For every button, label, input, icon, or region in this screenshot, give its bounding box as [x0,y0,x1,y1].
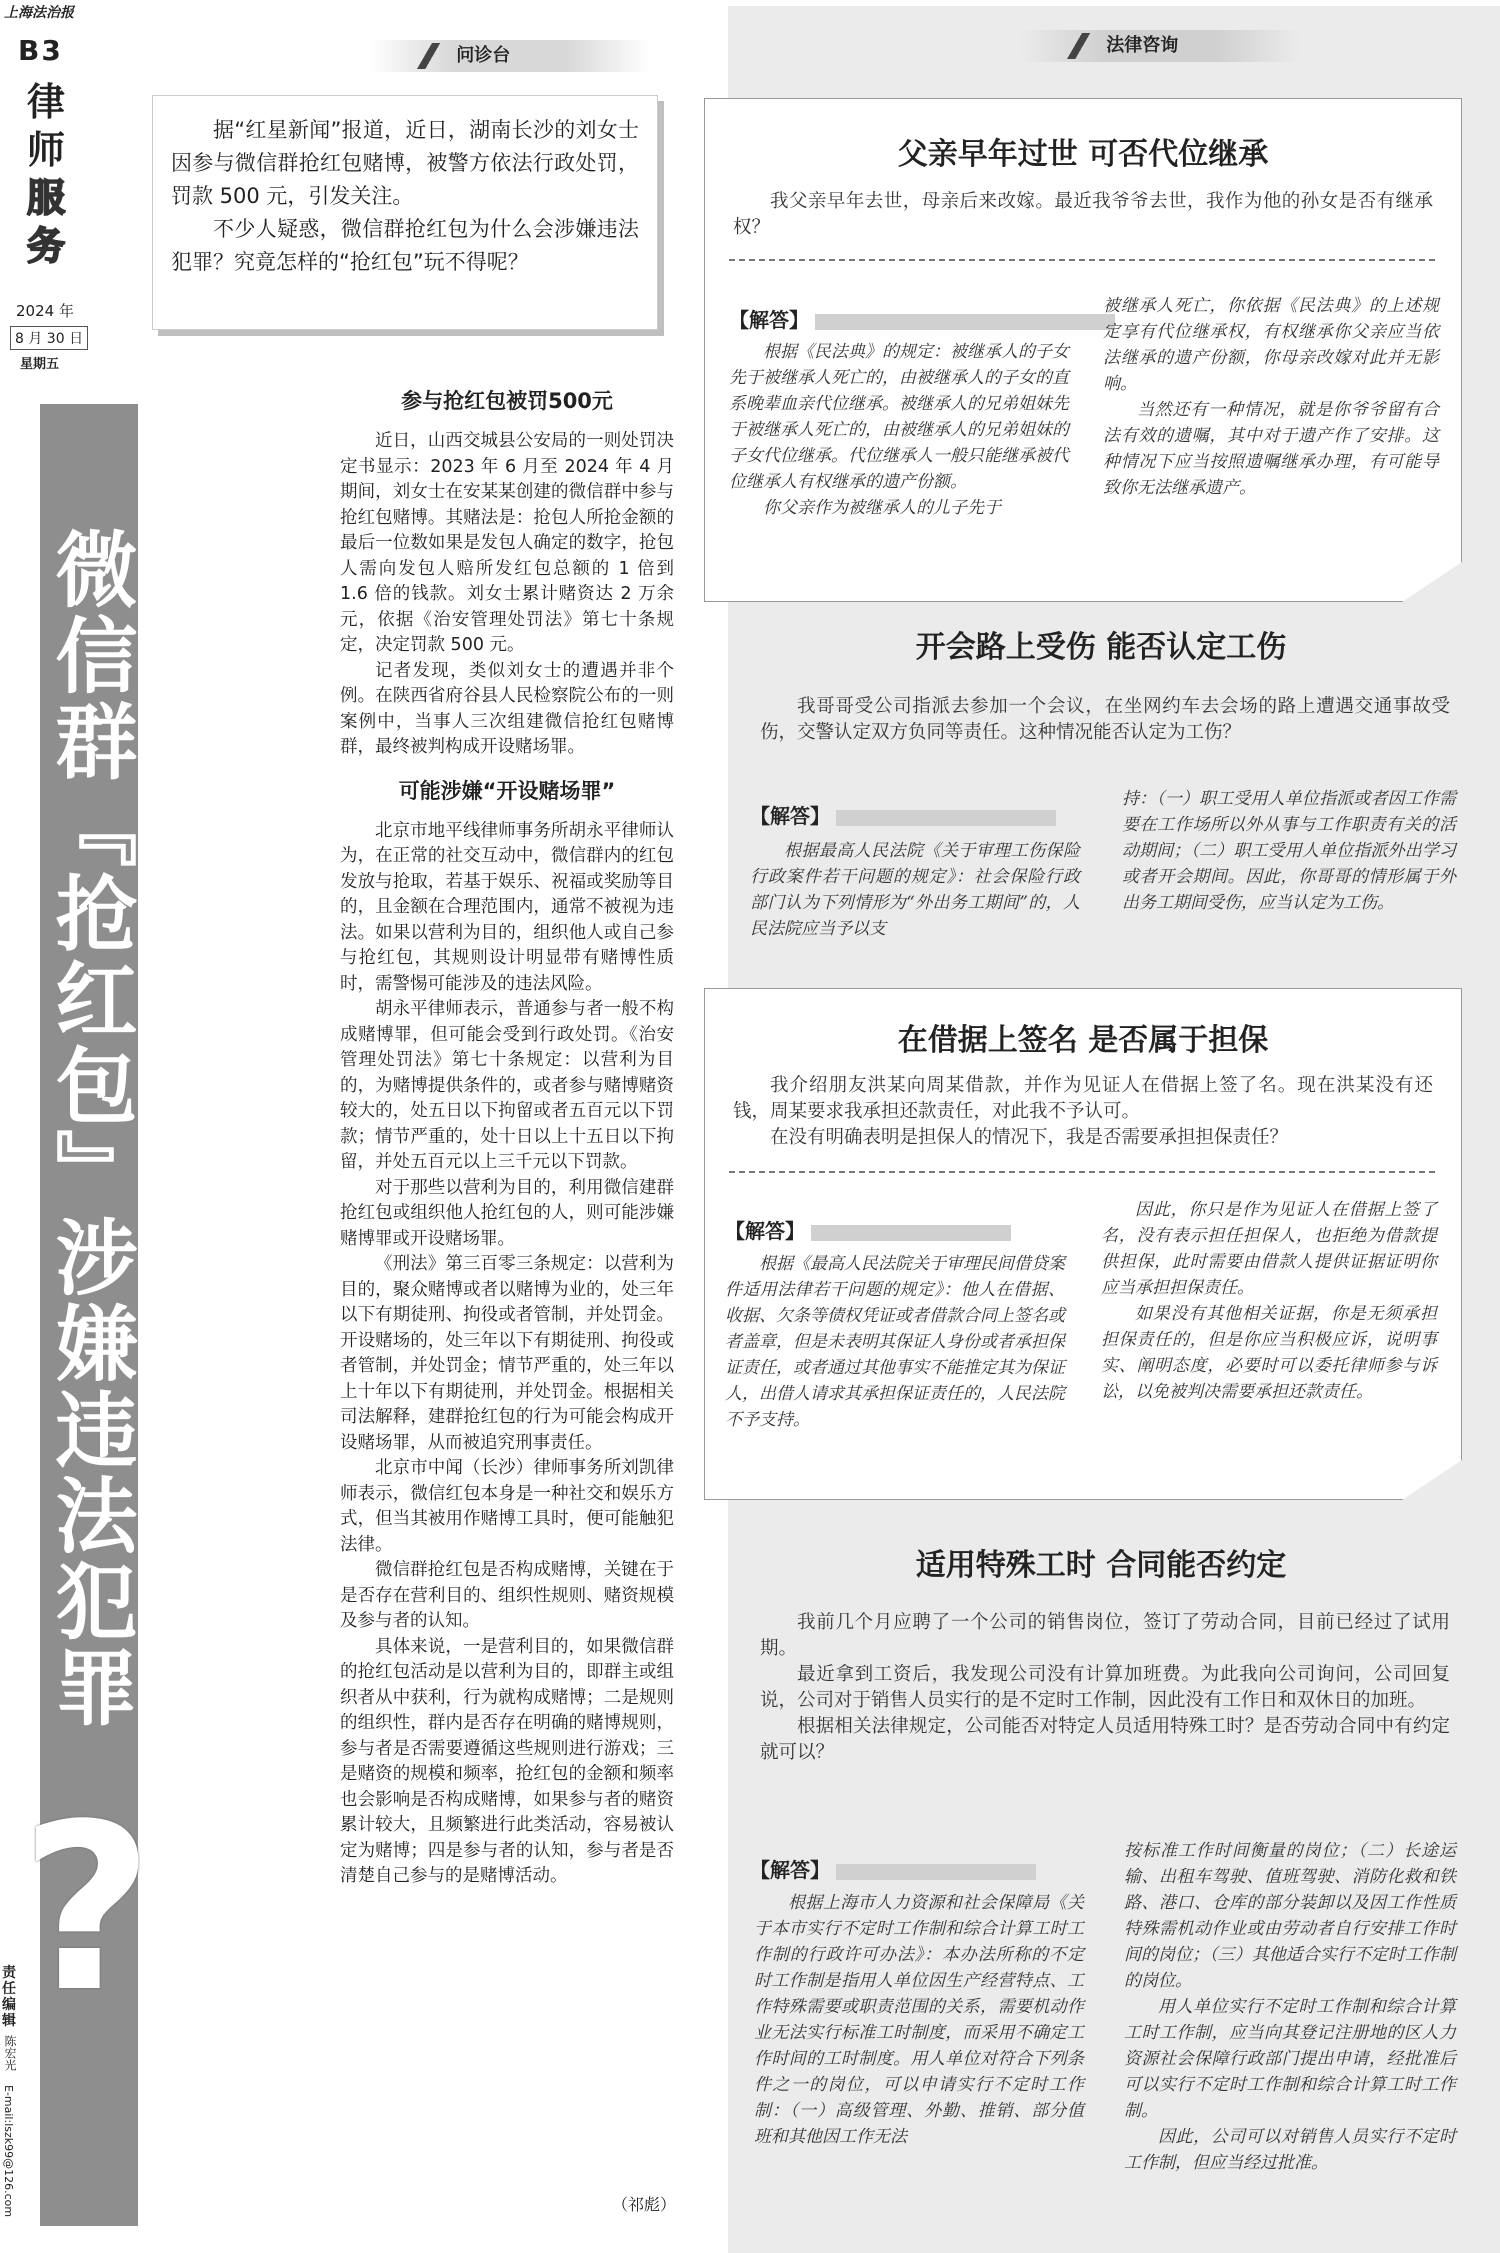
qa-question-paragraph: 根据相关法律规定，公司能否对特定人员适用特殊工时？是否劳动合同中有约定就可以？ [760,1716,1450,1763]
qa-question-paragraph: 我介绍朋友洪某向周某借款，并作为见证人在借据上签了名。现在洪某没有还钱，周某要求我承担还款责任，对此我不予认可。 [733,1075,1433,1122]
answer-left-column [729,339,1069,521]
page-fold-corner [1402,562,1462,602]
intro-box [152,95,658,330]
answer-right-column [1101,1197,1437,1405]
article-paragraph: 记者发现，类似刘女士的遭遇并非个例。在陕西省府谷县人民检察院公布的一则案例中，当事人三次组建微信抢红包赌博群，最终被判构成开设赌场罪。 [340,660,674,757]
answer-paragraph: 按标准工作时间衡量的岗位；（二）长途运输、出租车驾驶、值班驾驶、消防化救和铁路、港口、仓库的部分装卸以及因工作性质特殊需机动作业或由劳动者自行安排工作时间的岗位；（三）其他适合实行不定时工作制的岗位。 [1124,1841,1456,1991]
qa-work-injury [740,610,1462,970]
article-byline: （祁彪） [612,2195,677,2214]
article-paragraph: 微信群抢红包是否构成赌博，关键在于是否存在营利目的、组织性规则、赌资规模及参与者的认知。 [340,1560,674,1631]
answer-paragraph: 被继承人死亡，你依据《民法典》的上述规定享有代位继承权，有权继承你父亲应当依法继承的遗产份额，你母亲改嫁对此并无影响。 [1103,296,1439,394]
qa-question-paragraph: 我哥哥受公司指派去参加一个会议，在坐网约车去会场的路上遭遇交通事故受伤，交警认定双方负同等责任。这种情况能否认定为工伤？ [760,696,1450,743]
qa-title: 开会路上受伤 能否认定工伤 [915,630,1287,665]
answer-left-column [754,1890,1084,2150]
answer-paragraph: 当然还有一种情况，就是你爷爷留有合法有效的遗嘱，其中对于遗产作了安排。这种情况下应当按照遗嘱继承办理，有可能导致你无法继承遗产。 [1103,400,1439,498]
article-paragraph: 对于那些以营利为目的，利用微信建群抢红包或组织他人抢红包的人，则可能涉嫌赌博罪或开设赌场罪。 [340,1177,674,1249]
question-mark-graphic: ? [20,1776,154,2043]
label-bar [811,1225,1011,1241]
answer-paragraph: 用人单位实行不定时工作制和综合计算工时工作制，应当向其登记注册地的区人力资源社会保障行政部门提出申请，经批准后可以实行不定时工作制和综合计算工时工作制。 [1124,1997,1456,2121]
article-paragraph: 近日，山西交城县公安局的一则处罚决定书显示：2023 年 6 月至 2024 年 4 月期间，刘女士在安某某创建的微信群中参与抢红包赌博。其赌法是：抢包人所抢金额的最后一位数如果是发包人确定的数字，抢包人需向发包人赔所发红包总额的 1 倍到 1.6 倍的钱款。刘女士累计赌资达 2 万余元，依据《治安管理处罚法》第七十条规定，决定罚款 500 元。 [340,431,674,655]
qa-card-guarantee [704,988,1462,1500]
page-fold-corner [1402,1460,1462,1500]
editor-name: 陈宏光 [3,2035,17,2071]
article-paragraph: 《刑法》第三百零三条规定：以营利为目的，聚众赌博或者以赌博为业的，处三年以下有期徒刑、拘役或者管制，并处罚金。开设赌场的，处三年以下有期徒刑、拘役或者管制，并处罚金；情节严重的，处三年以上十年以下有期徒刑，并处罚金。根据相关司法解释，建群抢红包的行为可能会构成开设赌场罪，从而被追究刑事责任。 [340,1254,674,1453]
article-paragraph: 北京市中闻（长沙）律师事务所刘凯律师表示，微信红包本身是一种社交和娱乐方式，但当其被用作赌博工具时，便可能触犯法律。 [340,1458,674,1555]
qa-question [733,189,1433,241]
answer-right-column [1124,1838,1456,2176]
answer-label-text: 【解答】 [750,1858,830,1882]
answer-paragraph: 根据最高人民法院《关于审理工伤保险行政案件若干问题的规定》：社会保险行政部门认为下列情形为“外出务工期间”的，人民法院应当予以支 [750,841,1080,939]
section-tag-label: 法律咨询 [1106,35,1179,56]
intro-paragraph: 据“红星新闻”报道，近日，湖南长沙的刘女士因参与微信群抢红包赌博，被警方依法行政处罚，罚款 500 元，引发关注。 [171,118,639,208]
headline: 微信群『抢红包』涉嫌违法犯罪 [42,527,137,1731]
answer-left-column [750,838,1080,942]
section-name [24,78,68,270]
newspaper-logo: 上海法治报 [4,5,74,21]
qa-question-paragraph: 在没有明确表明是担保人的情况下，我是否需要承担担保责任？ [770,1127,1289,1148]
answer-paragraph: 根据《民法典》的规定：被继承人的子女先于被继承人死亡的，由被继承人的子女的直系晚辈血亲代位继承。被继承人的兄弟姐妹先于被继承人死亡的，由被继承人的兄弟姐妹的子女代位继承。代位继承人一般只能继承被代位继承人有权继承的遗产份额。 [729,342,1069,492]
qa-title: 父亲早年过世 可否代位继承 [897,137,1269,172]
qa-question-paragraph: 最近拿到工资后，我发现公司没有计算加班费。为此我向公司询问，公司回复说，公司对于销售人员实行的是不定时工作制，因此没有工作日和双休日的加班。 [760,1664,1450,1711]
qa-question [733,1073,1433,1151]
answer-label [729,304,1115,333]
qa-special-hours [740,1520,1462,2220]
section-tag-wenzhen [370,40,650,72]
qa-question [760,694,1450,746]
answer-label [750,1854,1036,1883]
answer-label [725,1215,1011,1244]
section-tag-label: 问诊台 [456,45,511,66]
slash-icon [1060,33,1100,59]
page-number: B3 [18,34,63,67]
slash-icon [410,43,450,69]
intro-paragraph: 不少人疑惑，微信群抢红包为什么会涉嫌违法犯罪？究竟怎样的“抢红包”玩不得呢？ [171,217,639,274]
answer-paragraph: 持：（一）职工受用人单位指派或者因工作需要在工作场所以外从事与工作职责有关的活动期间；（二）职工受用人单位指派外出学习或者开会期间。因此，你哥哥的情形属于外出务工期间受伤，应当认定为工伤。 [1122,789,1456,913]
article-subhead: 可能涉嫌“开设赌场罪” [398,778,616,803]
answer-paragraph: 因此，公司可以对销售人员实行不定时工作制，但应当经过批准。 [1124,2127,1456,2173]
issue-weekday: 星期五 [20,357,60,372]
divider [729,1171,1435,1173]
answer-paragraph: 根据上海市人力资源和社会保障局《关于本市实行不定时工作制和综合计算工时工作制的行政许可办法》：本办法所称的不定时工作制是指用人单位因生产经营特点、工作特殊需要或职责范围的关系，需要机动作业无法实行标准工时制度，而采用不确定工作时间的工时制度。用人单位对符合下列条件之一的岗位，可以申请实行不定时工作制：（一）高级管理、外勤、推销、部分值班和其他因工作无法 [754,1893,1084,2147]
issue-date: 8 月 30 日 [10,326,88,350]
answer-label [750,800,1056,829]
answer-label-text: 【解答】 [725,1219,805,1243]
answer-paragraph: 如果没有其他相关证据，你是无须承担担保责任的，但是你应当积极应诉，说明事实、阐明态度，必要时可以委托律师参与诉讼，以免被判决需要承担还款责任。 [1101,1304,1437,1402]
answer-right-column [1122,786,1456,916]
article-subhead: 参与抢红包被罚500元 [401,389,613,413]
section-char: 服 [26,175,65,220]
label-bar [836,810,1056,826]
section-char: 师 [26,127,65,172]
answer-right-column [1103,293,1439,501]
qa-question [760,1610,1450,1766]
answer-label-text: 【解答】 [729,308,809,332]
main-article [340,385,674,1890]
answer-paragraph: 你父亲作为被继承人的儿子先于 [763,498,1001,518]
editor-label: 责任编辑 [2,1965,16,2029]
section-char: 务 [26,223,65,268]
qa-question-paragraph: 我父亲早年去世，母亲后来改嫁。最近我爷爷去世，我作为他的孙女是否有继承权？ [733,191,1433,238]
answer-paragraph: 根据《最高人民法院关于审理民间借贷案件适用法律若干问题的规定》：他人在借据、收据、欠条等债权凭证或者借款合同上签名或者盖章，但是未表明其保证人身份或者承担保证责任，或者通过其他事实不能推定其为保证人，出借人请求其承担保证责任的，人民法院不予支持。 [725,1254,1065,1430]
answer-paragraph: 因此，你只是作为见证人在借据上签了名，没有表示担任担保人，也拒绝为借款提供担保，此时需要由借款人提供证据证明你应当承担担保责任。 [1101,1200,1437,1298]
editor-email: E-mail:lszk99@126.com [2,2085,15,2218]
section-tag-legal [1020,30,1300,62]
divider [729,259,1435,261]
article-paragraph: 胡永平律师表示，普通参与者一般不构成赌博罪，但可能会受到行政处罚。《治安管理处罚法》第七十条规定：以营利为目的，为赌博提供条件的，或者参与赌博赌资较大的，处五日以下拘留或者五百元以下罚款；情节严重的，处十日以上十五日以下拘留，并处五百元以上三千元以下罚款。 [340,999,674,1172]
label-bar [815,314,1115,330]
article-paragraph: 北京市地平线律师事务所胡永平律师认为，在正常的社交互动中，微信群内的红包发放与抢取，若基于娱乐、祝福或奖励等目的，且金额在合理范围内，通常不被视为违法。如果以营利为目的，组织他人或自己参与抢红包，其规则设计明显带有赌博性质时，需警惕可能涉及的违法风险。 [340,820,674,994]
article-paragraph: 具体来说，一是营利目的，如果微信群的抢红包活动是以营利为目的，即群主或组织者从中获利，行为就构成赌博；二是规则的组织性，群内是否存在明确的赌博规则，参与者是否需要遵循这些规则进行游戏；三是赌资的规模和频率，抢红包的金额和频率也会影响是否构成赌博，如果参与者的赌资累计较大，且频繁进行此类活动，容易被认定为赌博；四是参与者的认知，参与者是否清楚自己参与的是赌博活动。 [340,1636,674,1886]
section-char: 律 [26,79,65,124]
answer-left-column [725,1251,1065,1433]
qa-title: 适用特殊工时 合同能否约定 [915,1548,1287,1583]
qa-question-paragraph: 我前几个月应聘了一个公司的销售岗位，签订了劳动合同，目前已经过了试用期。 [760,1612,1450,1659]
answer-label-text: 【解答】 [750,804,830,828]
qa-card-inheritance [704,98,1462,602]
label-bar [836,1864,1036,1880]
qa-title: 在借据上签名 是否属于担保 [897,1023,1269,1058]
issue-year: 2024 年 [16,302,74,320]
